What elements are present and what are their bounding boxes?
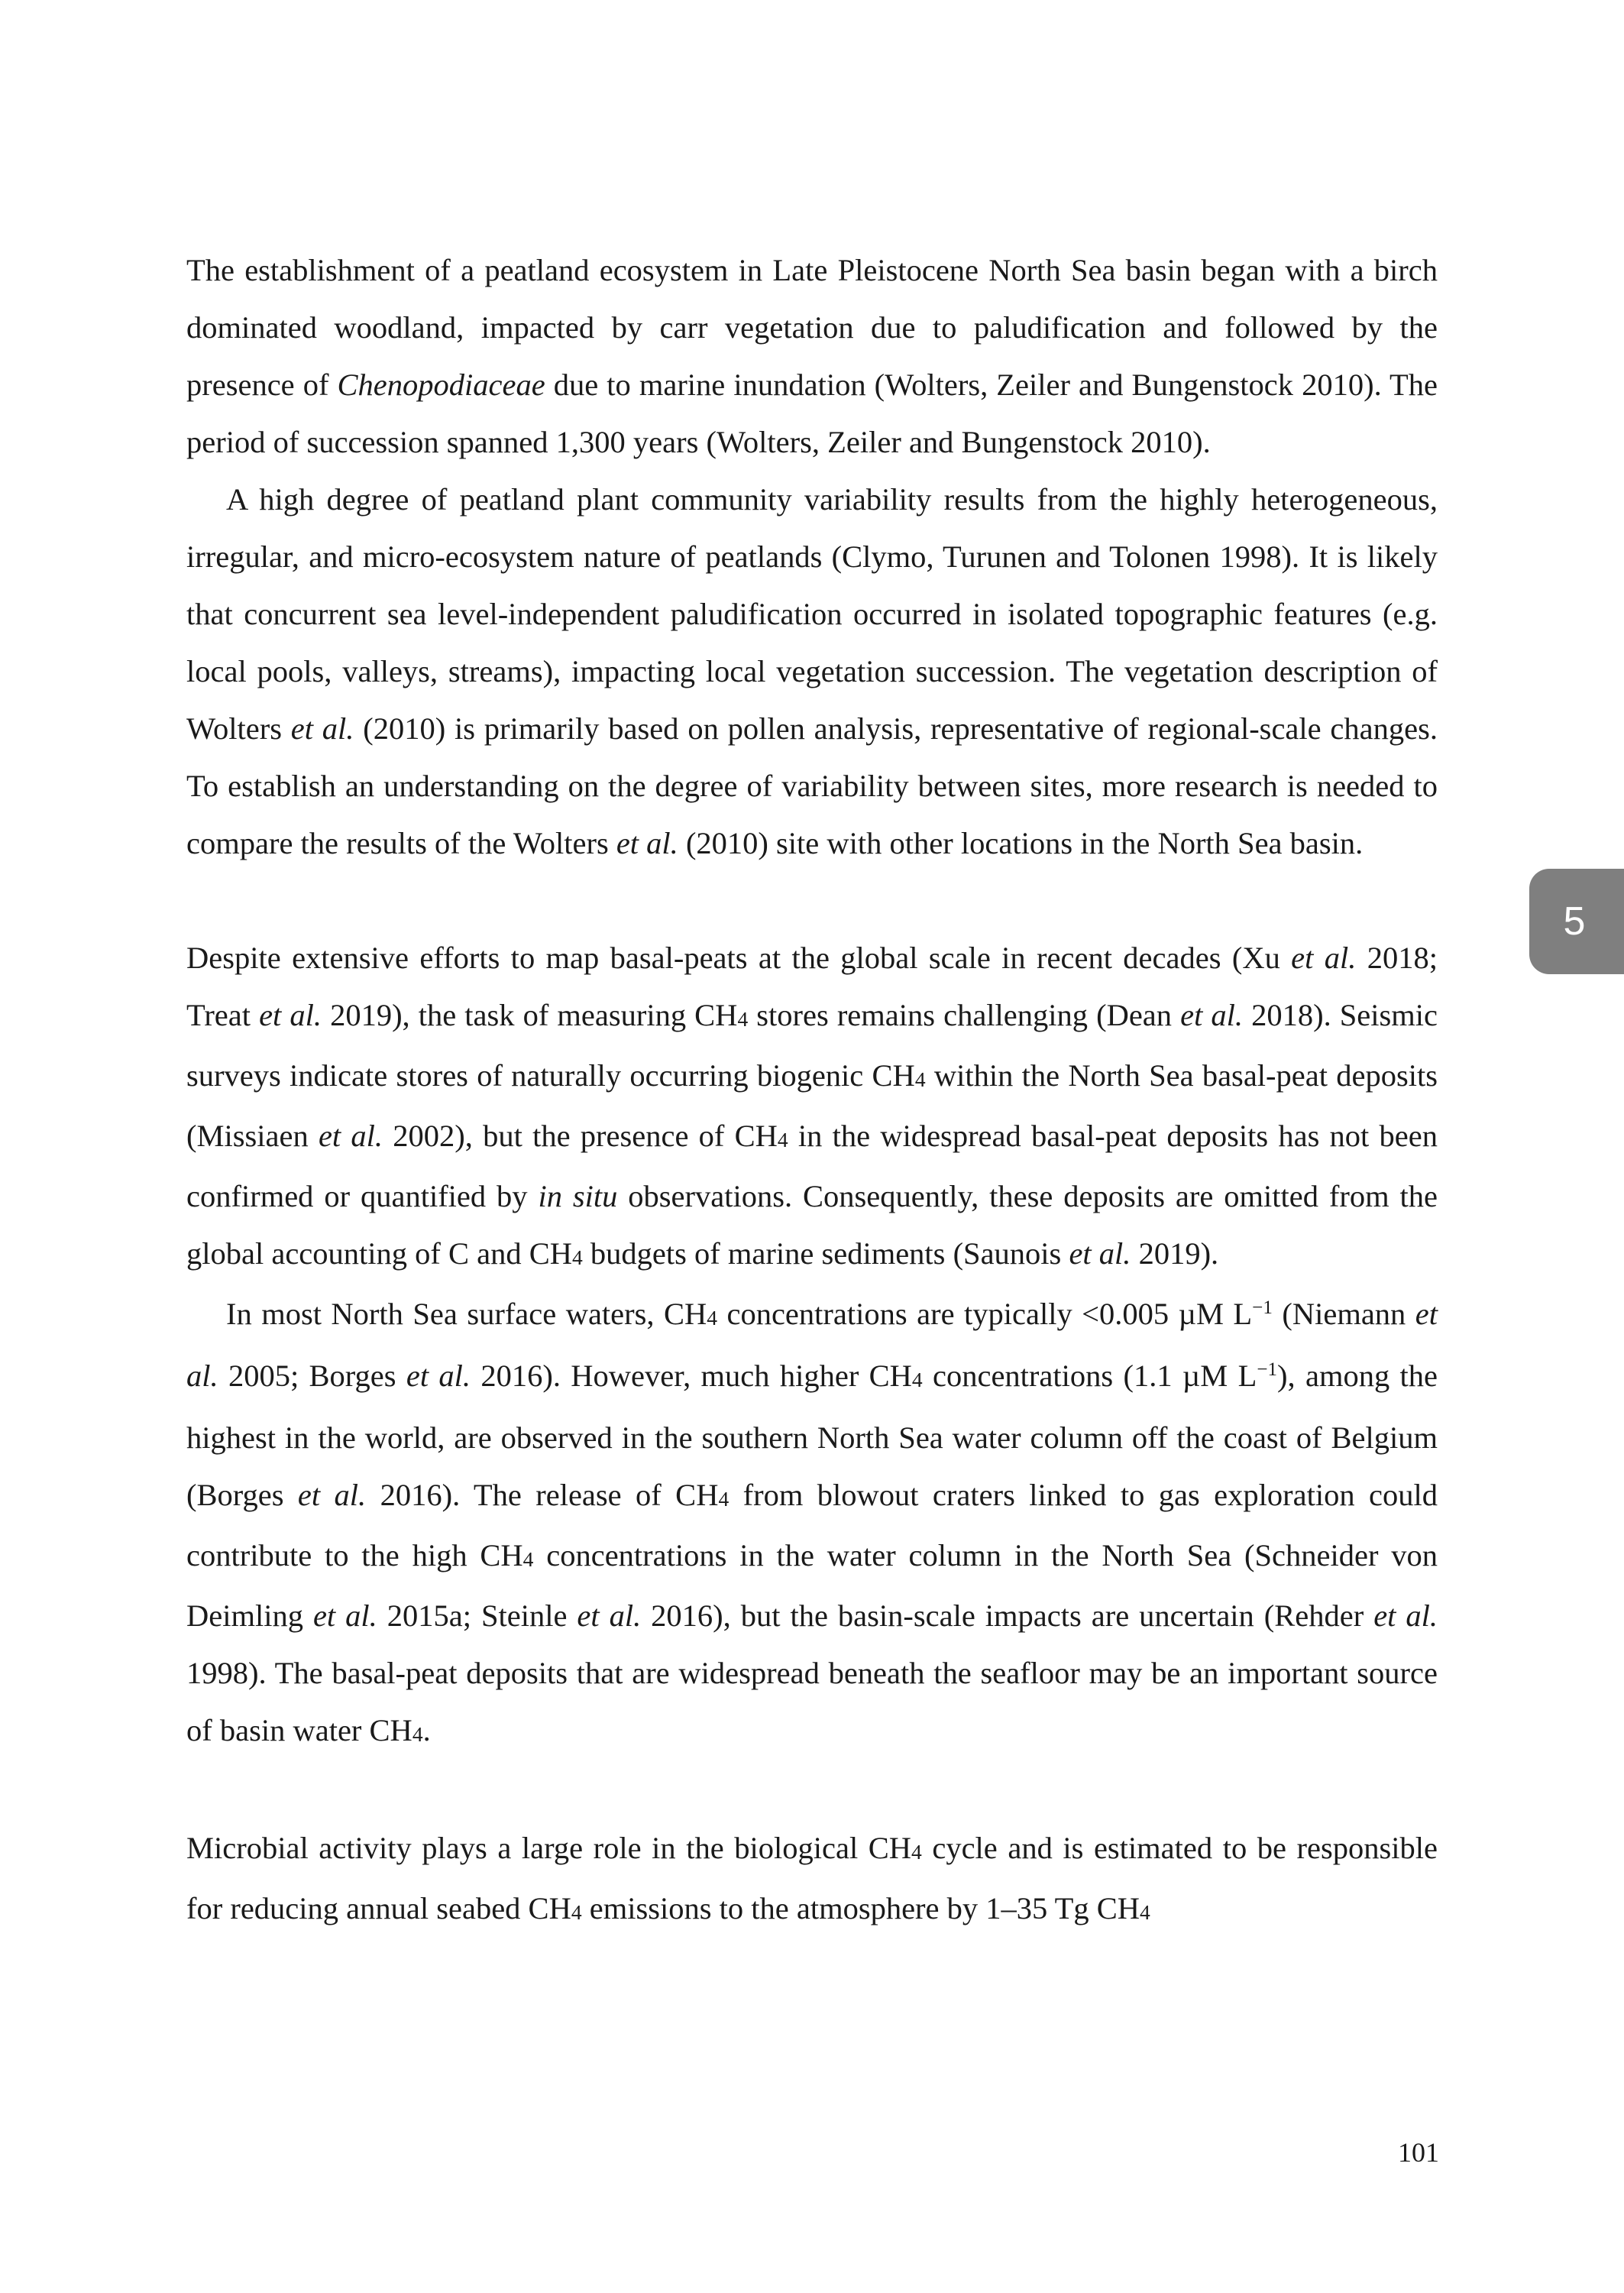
text-run: 2019), the task of measuring CH — [322, 998, 738, 1032]
subscript: 4 — [777, 1127, 788, 1151]
italic-text: in situ — [538, 1179, 618, 1213]
text-run: stores remains challenging (Dean — [748, 998, 1181, 1032]
text-run: 2018). Seismic surveys indicate stores of naturally occurring biogenic CH — [186, 998, 1438, 1093]
italic-text: et al. — [616, 826, 678, 860]
paragraph-gap — [186, 872, 1438, 929]
page-number: 101 — [1398, 2137, 1439, 2168]
paragraph — [186, 929, 1438, 1285]
text-run: concentrations in the water column in the North Sea (Schneider von Deimling — [186, 1538, 1438, 1633]
text-run: Microbial activity plays a large role in the biological CH — [186, 1831, 912, 1865]
subscript: 4 — [412, 1721, 423, 1746]
text-run: concentrations (1.1 µM L — [922, 1359, 1257, 1393]
text-run: emissions to the atmosphere by 1–35 Tg CH — [581, 1891, 1140, 1925]
text-run: (Niemann — [1272, 1297, 1415, 1331]
paragraph — [186, 241, 1438, 471]
italic-text: et al. — [577, 1598, 642, 1633]
text-run: due to marine inundation (Wolters, Zeiler and Bungenstock 2010). The period of succession spanned 1,300 years (Wolters, Zeiler and Bungenstock 2010). — [186, 368, 1438, 459]
text-run: 2016). However, much higher CH — [471, 1359, 912, 1393]
italic-text: et al. — [297, 1478, 367, 1512]
italic-text: et al. — [1069, 1236, 1131, 1271]
text-run: from blowout craters linked to gas exploration could contribute to the high CH — [186, 1478, 1438, 1572]
text-run: 2002), but the presence of CH — [383, 1119, 778, 1153]
subscript: 4 — [737, 1006, 749, 1031]
superscript: −1 — [1257, 1359, 1278, 1381]
text-run: budgets of marine sediments (Saunois — [582, 1236, 1069, 1271]
text-run: observations. Consequently, these deposits are omitted from the global accounting of C and CH — [186, 1179, 1438, 1271]
text-run: ), among the highest in the world, are observed in the southern North Sea water column off the coast of Belgium (Borges — [186, 1359, 1438, 1512]
text-run: . — [422, 1713, 431, 1747]
italic-text: et al. — [259, 998, 322, 1032]
superscript: −1 — [1252, 1297, 1273, 1319]
italic-text: et al. — [312, 1598, 377, 1633]
text-run: within the North Sea basal-peat deposits (Missiaen — [186, 1058, 1438, 1153]
text-run: In most North Sea surface waters, CH — [226, 1297, 707, 1331]
text-run: 2015a; Steinle — [377, 1598, 577, 1633]
italic-text: et al. — [318, 1119, 383, 1153]
italic-text: et al. — [290, 711, 354, 746]
text-run: 2019). — [1131, 1236, 1219, 1271]
italic-text: et al. — [1180, 998, 1244, 1032]
paragraph — [186, 1285, 1438, 1762]
italic-text: et al. — [186, 1297, 1438, 1393]
text-run: The establishment of a peatland ecosystem in Late Pleistocene North Sea basin began with a birch dominated woodland, impacted by carr vegetation due to paludification and followed by the presence of — [186, 253, 1438, 402]
chapter-tab — [1529, 869, 1624, 974]
text-run: (2010) site with other locations in the North Sea basin. — [678, 826, 1364, 860]
paragraph — [186, 1819, 1438, 1940]
subscript: 4 — [914, 1067, 926, 1091]
subscript: 4 — [911, 1367, 923, 1391]
text-run: 2016). The release of CH — [366, 1478, 719, 1512]
text-run: concentrations are typically <0.005 µM L — [717, 1297, 1253, 1331]
text-run: 2005; Borges — [218, 1359, 406, 1393]
subscript: 4 — [911, 1839, 922, 1864]
text-run: A high degree of peatland plant community variability results from the highly heterogeneous, irregular, and micro-ecosystem nature of peatlands (Clymo, Turunen and Tolonen 1998). It is likely that concurrent sea level-independent paludification occurred in isolated topographic features (e.g. local pools, valleys, streams), impacting local vegetation succession. The vegetation description of Wolters — [186, 482, 1438, 746]
italic-text: Chenopodiaceae — [337, 368, 545, 402]
text-run: Despite extensive efforts to map basal-peats at the global scale in recent decades (Xu — [186, 941, 1292, 975]
subscript: 4 — [718, 1486, 730, 1511]
text-run: 2018; Treat — [186, 941, 1438, 1032]
paragraph-gap — [186, 1762, 1438, 1819]
subscript: 4 — [522, 1546, 534, 1571]
italic-text: et al. — [1291, 941, 1357, 975]
body-text — [186, 241, 1438, 1940]
italic-text: et al. — [1373, 1598, 1438, 1633]
subscript: 4 — [707, 1305, 718, 1329]
chapter-number: 5 — [1563, 899, 1586, 944]
text-run: 2016), but the basin-scale impacts are uncertain (Rehder — [641, 1598, 1374, 1633]
subscript: 4 — [1140, 1899, 1150, 1924]
subscript: 4 — [572, 1245, 583, 1269]
text-run: cycle and is estimated to be responsible for reducing annual seabed CH — [186, 1831, 1438, 1925]
text-run: (2010) is primarily based on pollen analysis, representative of regional-scale changes. To establish an understanding on the degree of variability between sites, more research is needed to compare the results of the Wolters — [186, 711, 1438, 860]
paragraph — [186, 471, 1438, 872]
text-run: 1998). The basal-peat deposits that are widespread beneath the seafloor may be an important source of basin water CH — [186, 1656, 1438, 1747]
text-run: in the widespread basal-peat deposits has not been confirmed or quantified by — [186, 1119, 1438, 1213]
subscript: 4 — [571, 1899, 582, 1924]
italic-text: et al. — [406, 1359, 471, 1393]
